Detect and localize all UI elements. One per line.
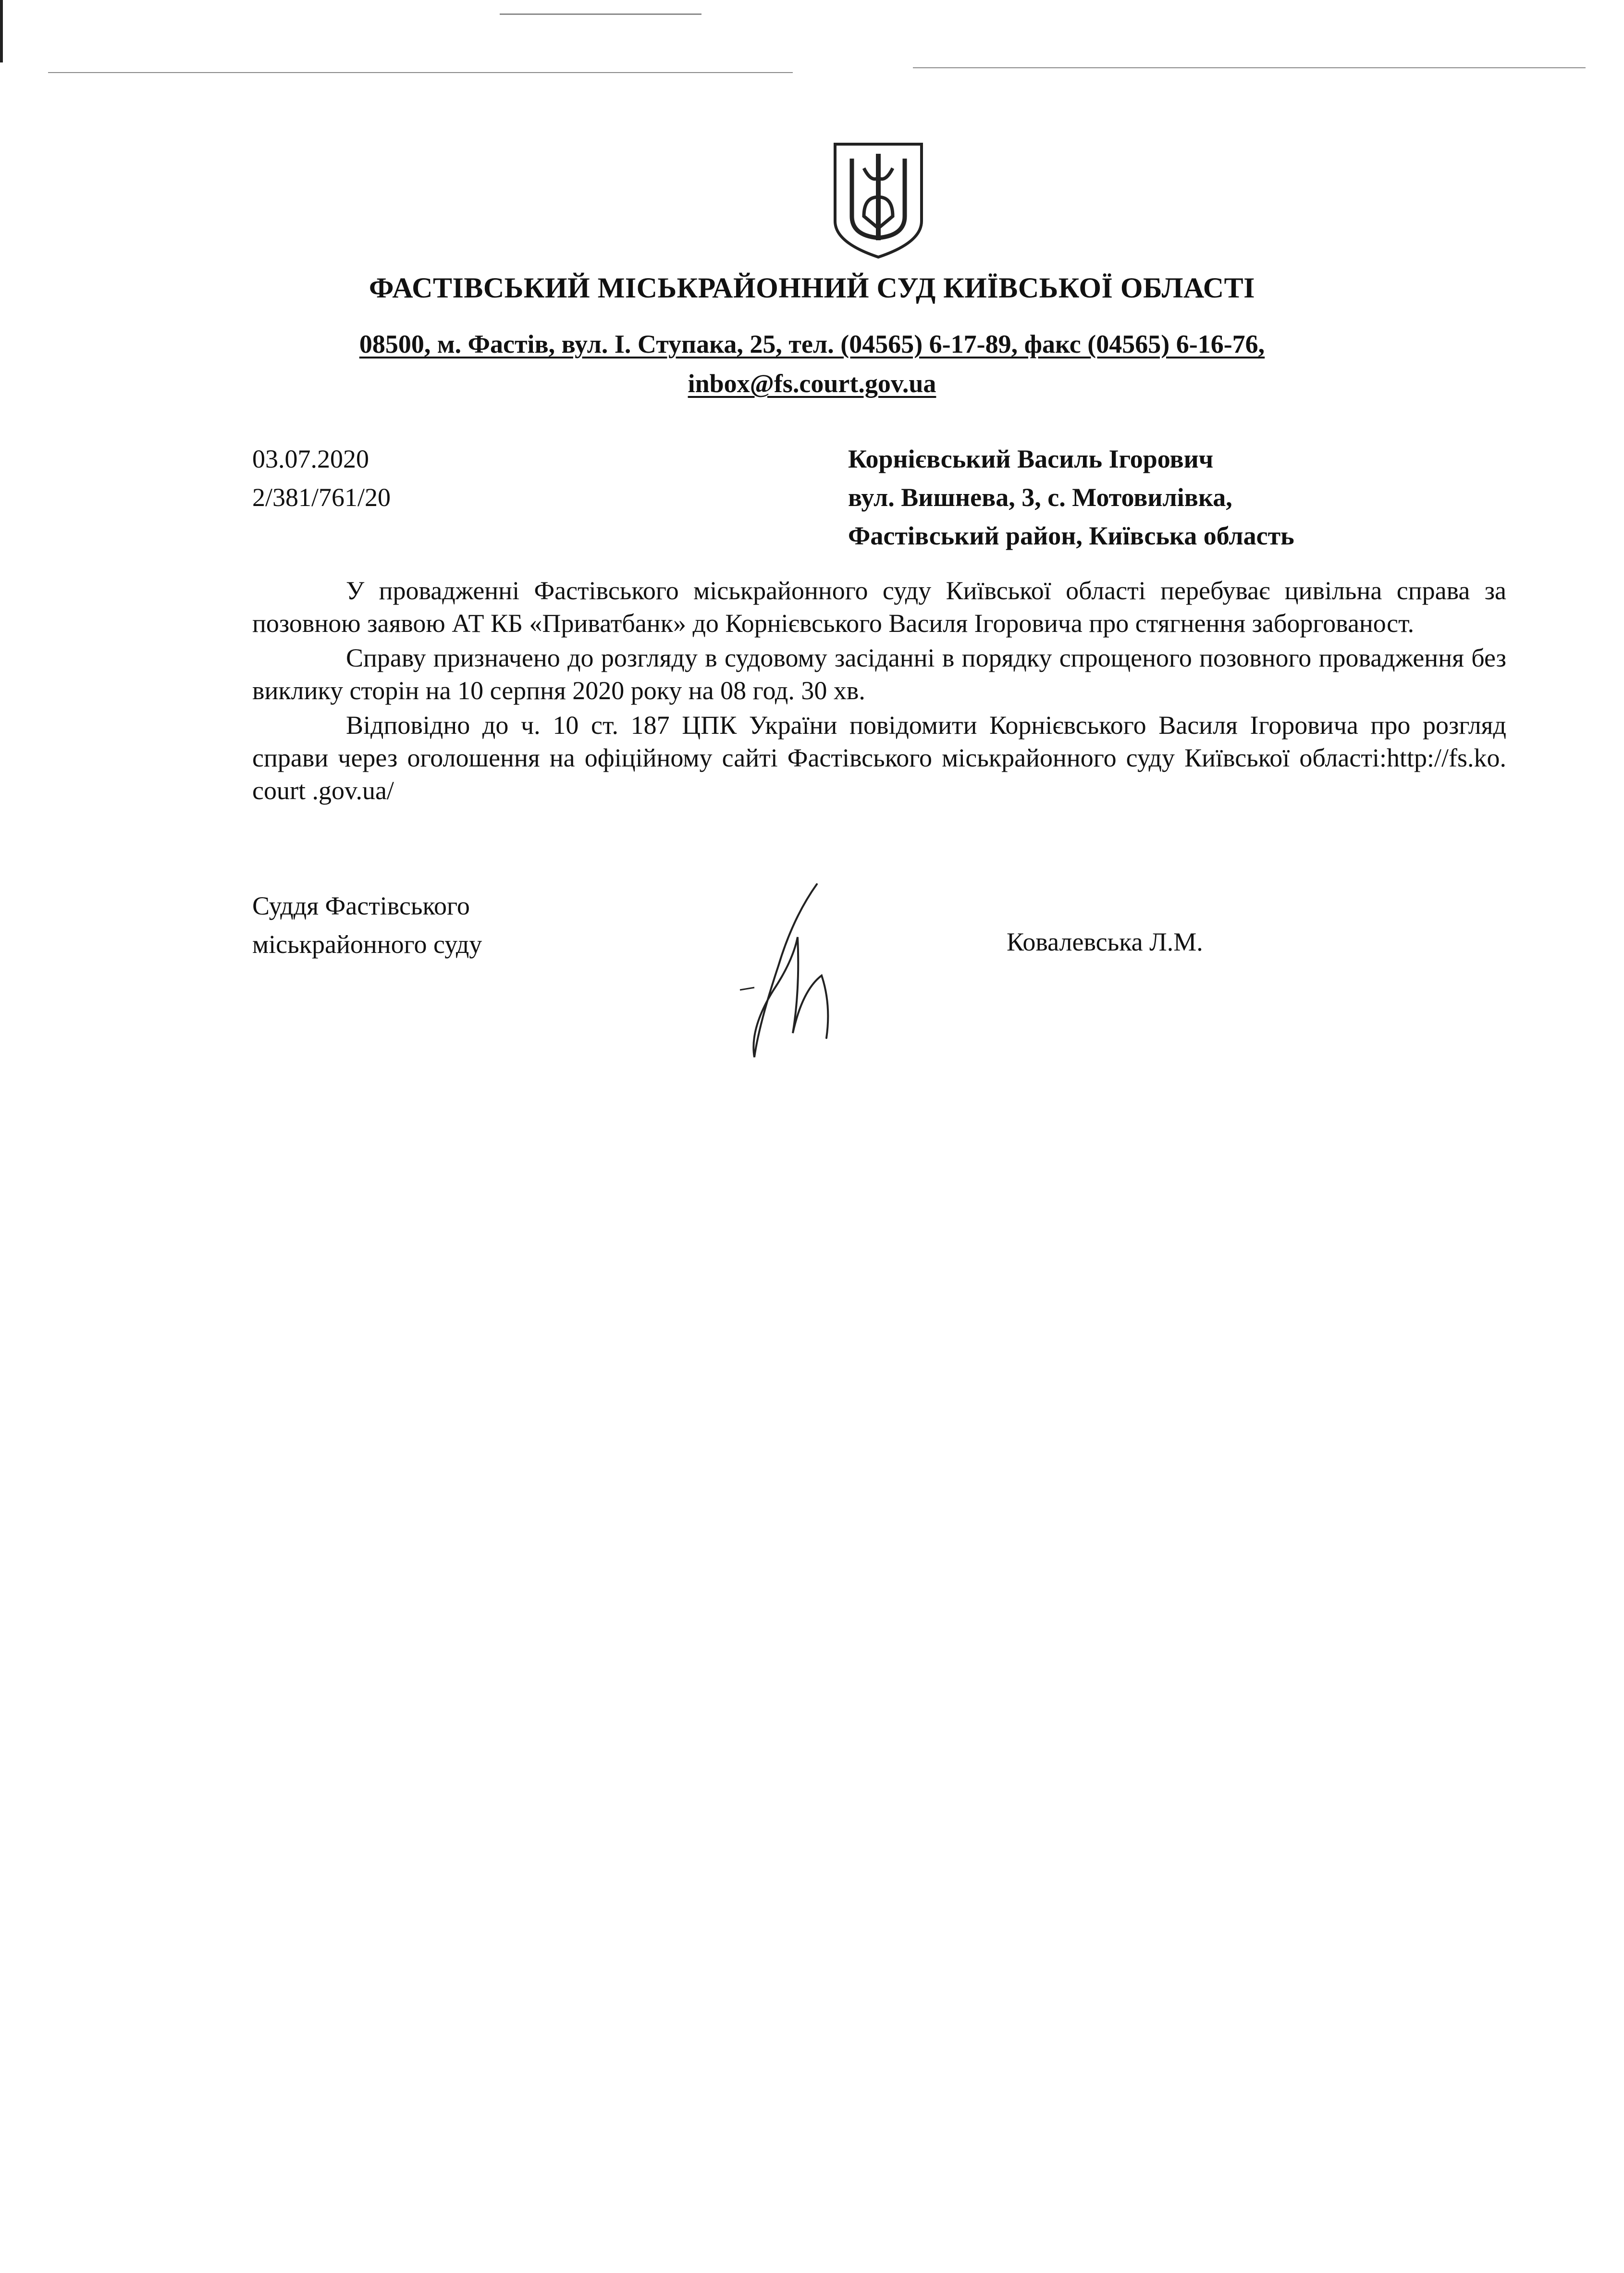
judge-title-line: міськрайонного суду [252,930,482,959]
body-paragraph: Справу призначено до розгляду в судовому засіданні в порядку спрощеного позовного провадження без виклику сторін на 10 серпня 2020 року на 08 год. 30 хв. [252,643,1506,705]
recipient-street: вул. Вишнева, 3, с. Мотовилівка, [848,483,1232,512]
case-number: 2/381/761/20 [252,483,391,512]
body-paragraph: У провадженні Фастівського міськрайонного суду Київської області перебуває цивільна справа за позовною заявою АТ КБ «Приватбанк» до Корнієвського Василя Ігоровича про стягнення заборгованост. [252,576,1506,638]
handwritten-signature [721,879,855,1067]
scan-artifact-line [500,13,701,15]
judge-title-line: Суддя Фастівського [252,891,470,920]
judge-name: Ковалевська Л.М. [1007,927,1203,956]
letter-body [252,574,1506,809]
coat-of-arms-icon [830,139,926,259]
court-address [0,324,1624,403]
body-paragraph: Відповідно до ч. 10 ст. 187 ЦПК України повідомити Корнієвського Василя Ігоровича про розгляд справи через оголошення на офіційному сайті Фастівського міськрайонного суду Київської області:http://fs.ko. court .gov.ua/ [252,711,1506,805]
scan-artifact-line [48,72,793,73]
recipient-region: Фастівський район, Київська область [848,521,1294,550]
scan-artifact-line [913,67,1586,68]
document-date: 03.07.2020 [252,445,369,473]
court-email: inbox@fs.court.gov.ua [688,369,936,398]
scan-edge-mark [0,0,3,62]
recipient-name: Корнієвський Василь Ігорович [848,445,1214,473]
recipient-block [848,440,1294,555]
court-address-line: 08500, м. Фастів, вул. І. Ступака, 25, тел. (04565) 6-17-89, факс (04565) 6-16-76, [359,330,1265,358]
court-name: ФАСТІВСЬКИЙ МІСЬКРАЙОННИЙ СУД КИЇВСЬКОЇ ОБЛАСТІ [369,272,1255,304]
judge-title [252,887,482,964]
document-meta [252,440,391,517]
